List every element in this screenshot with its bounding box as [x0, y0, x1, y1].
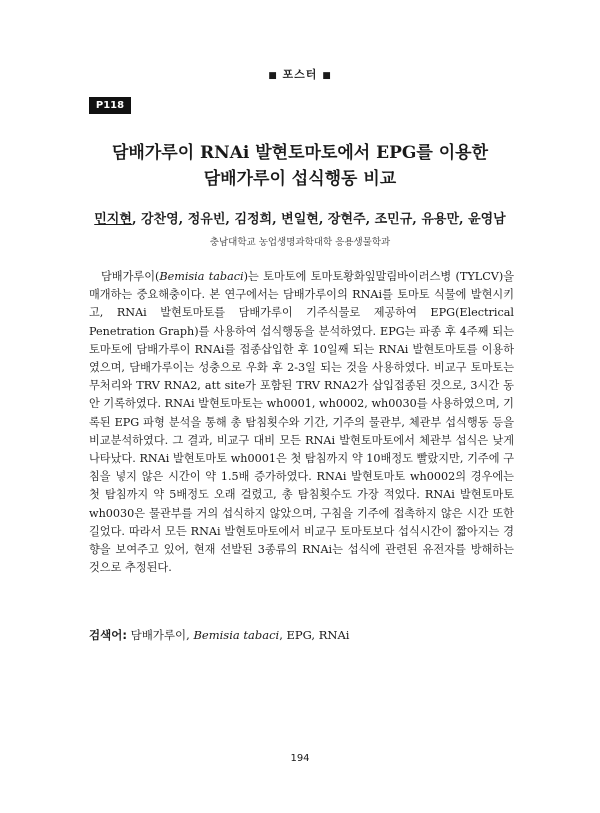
abstract-body [89, 268, 514, 577]
affiliation: 충남대학교 농업생명과학대학 응용생물학과 [209, 237, 391, 248]
title-line-1: 담배가루이 RNAi 발현토마토에서 EPG를 이용한 [112, 143, 488, 163]
species-name: Bemisia tabaci [159, 270, 244, 283]
author-list [0, 208, 600, 227]
abstract-text-start: 담배가루이( [101, 270, 160, 283]
square-right-icon: ■ [322, 71, 332, 81]
abstract-text-rest: )는 토마토에 토마토황화잎말림바이러스병 (TYLCV)을 매개하는 중요해충이다. 본 연구에서는 담배가루이의 RNAi를 토마토 식물에 발현시키고, RNAi 발현토마토를 담배가루이 기주식물로 제공하여 EPG(Electrical Penetration Graph)를 사용하여 섭식행동을 분석하였다. EPG는 파종 후 4주째 되는 토마토에 담배가루이 RNAi를 접종삽입한 후 10일째 되는 RNAi 발현토마토를 이용하였으며, 담배가루이는 성충으로 우화 후 2-3일 되는 것을 사용하였다. 비교구 토마토는 무처리와 TRV RNA2, att site가 포함된 TRV RNA2가 삽입접종된 것으로, 3시간 동안 기록하였다. RNAi 발현토마토는 wh0001, wh0002, wh0030를 사용하였으며, 기록된 EPG 파형 분석을 통해 총 탐침횟수와 기간, 기주의 물관부, 체관부 섭식행동 등을 비교분석하였다. 그 결과, 비교구 대비 모든 RNAi 발현토마토에서 체관부 섭식은 낮게 나타났다. RNAi 발현토마토 wh0001은 첫 탐침까지 약 10배정도 빨랐지만, 기주에 구침을 넣지 않은 시간이 약 1.5배 증가하였다. RNAi 발현토마토 wh0002의 경우에는 첫 탐침까지 약 5배정도 오래 걸렸고, 총 탐침횟수도 가장 적었다. RNAi 발현토마토 wh0030은 물관부를 거의 섭식하지 않았으며, 구침을 기주에 접촉하지 않은 시간 또한 길었다. 따라서 모든 RNAi 발현토마토에서 비교구 토마토보다 섭식시간이 짧아지는 경향을 보여주고 있어, 현재 선발된 3종류의 RNAi는 섭식에 관련된 유전자를 방해하는 것으로 추정된다. [89, 270, 515, 575]
section-header [0, 66, 600, 82]
co-authors: , 강찬영, 정유빈, 김정희, 변일현, 장현주, 조민규, 유용만, 윤영남 [131, 212, 506, 227]
keyword-species: Bemisia tabaci [193, 628, 280, 642]
page-number: 194 [290, 753, 310, 764]
section-label: 포스터 [282, 68, 318, 81]
keywords [89, 627, 514, 643]
paper-title [0, 140, 600, 192]
poster-id-badge: P118 [89, 97, 131, 114]
square-left-icon: ■ [268, 71, 278, 81]
title-line-2: 담배가루이 섭식행동 비교 [203, 169, 397, 189]
keyword-rest: , EPG, RNAi [279, 628, 350, 642]
keyword-1: 담배가루이, [126, 628, 194, 642]
presenting-author: 민지현 [94, 212, 132, 227]
keywords-label: 검색어: [89, 628, 127, 642]
